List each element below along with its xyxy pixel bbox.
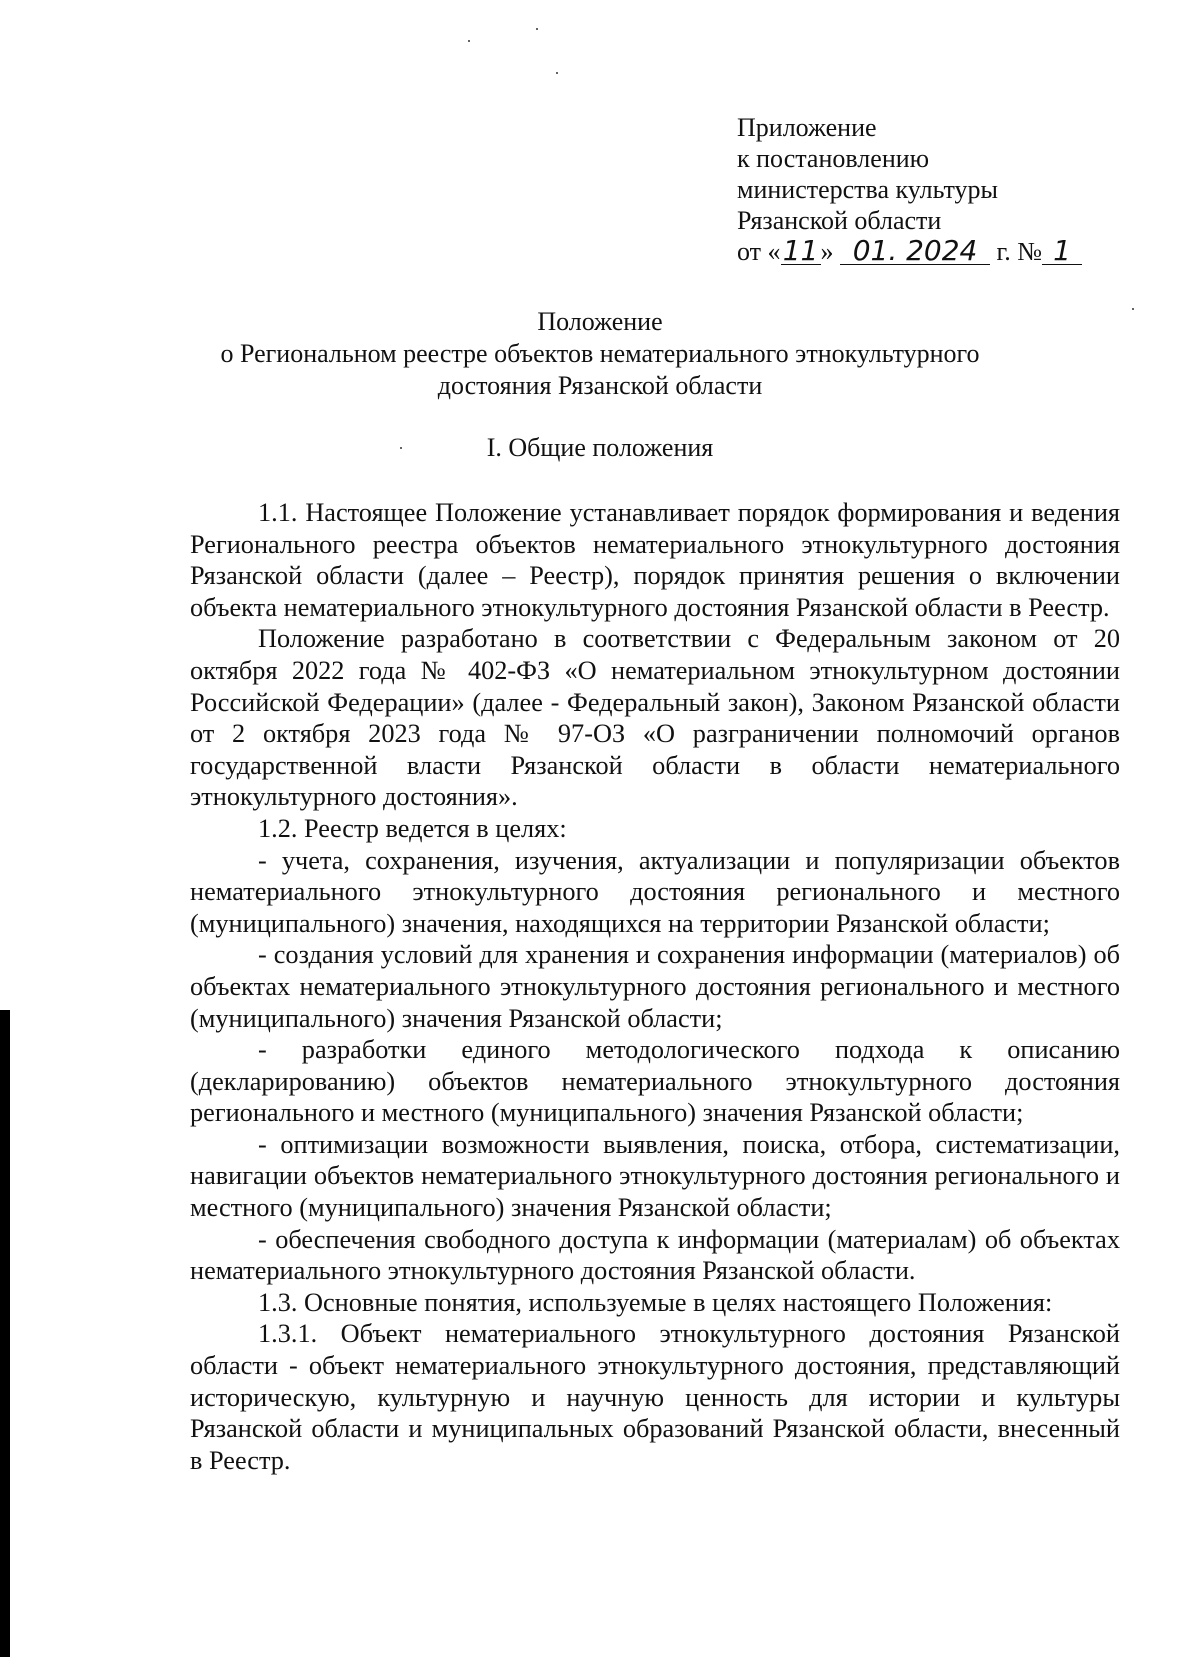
date-mid: » (820, 237, 834, 266)
paragraph: 1.1. Настоящее Положение устанавливает порядок формирования и ведения Регионального реестра объектов нематериального этнокультурного достояния Рязанской области (далее – Реестр), порядок принятия решения о включении объекта нематериального этнокультурного достояния Рязанской области в Реестр. (190, 498, 1120, 622)
paragraph: - разработки единого методологического подхода к описанию (декларированию) объектов нематериального этнокультурного достояния регионального и местного (муниципального) значения Рязанской области; (190, 1035, 1120, 1128)
approval-block (737, 112, 1082, 267)
paragraph: Положение разработано в соответствии с Федеральным законом от 20 октября 2022 года № 402-ФЗ «О нематериальном этнокультурном достоянии Российской Федерации» (далее - Федеральный закон), Законом Рязанской области от 2 октября 2023 года № 97-ОЗ «О разграничении полномочий органов государственной власти Рязанской области в области нематериального этнокультурного достояния». (190, 624, 1120, 812)
scan-speck (536, 28, 538, 30)
approval-date-line (737, 236, 1082, 267)
paragraph: - обеспечения свободного доступа к информации (материалам) об объектах нематериального этнокультурного достояния Рязанской области. (190, 1224, 1120, 1286)
date-prefix: от « (737, 237, 781, 266)
approval-line: министерства культуры (737, 175, 998, 204)
paragraph: 1.3. Основные понятия, используемые в целях настоящего Положения: (258, 1287, 1053, 1317)
paragraph: - оптимизации возможности выявления, поиска, отбора, систематизации, навигации объектов нематериального этнокультурного достояния регионального и местного (муниципального) значения Рязанской области; (190, 1129, 1120, 1223)
document-body (190, 497, 1120, 1476)
title-line: достояния Рязанской области (437, 371, 763, 400)
approval-line: к постановлению (737, 144, 930, 173)
section-heading: I. Общие положения (486, 433, 714, 462)
title-line: Положение (537, 307, 663, 336)
approval-line: Рязанской области (737, 206, 942, 235)
scan-speck (556, 72, 558, 74)
paragraph: - создания условий для хранения и сохранения информации (материалов) об объектах нематериального этнокультурного достояния регионального и местного (муниципального) значения Рязанской области; (190, 940, 1120, 1033)
document-title (0, 306, 1200, 402)
title-line: о Региональном реестре объектов нематериального этнокультурного (220, 339, 980, 368)
handwritten-number: 1 (1042, 238, 1082, 265)
scan-speck (468, 40, 470, 42)
paragraph: 1.3.1. Объект нематериального этнокультурного достояния Рязанской области - объект нематериального этнокультурного достояния, представляющий историческую, культурную и научную ценность для истории и культуры Рязанской области и муниципальных образований Рязанской области, внесенный в Реестр. (190, 1319, 1120, 1475)
year-suffix: г. № (996, 237, 1043, 266)
handwritten-month-year: 01. 2024 (840, 238, 990, 265)
approval-line: Приложение (737, 113, 877, 142)
scan-edge-bar (0, 1010, 10, 1657)
handwritten-day: 11 (781, 238, 821, 265)
paragraph: 1.2. Реестр ведется в целях: (258, 813, 567, 843)
paragraph: - учета, сохранения, изучения, актуализации и популяризации объектов нематериального этнокультурного достояния регионального и местного (муниципального) значения, находящихся на территории Рязанской области; (190, 845, 1120, 938)
